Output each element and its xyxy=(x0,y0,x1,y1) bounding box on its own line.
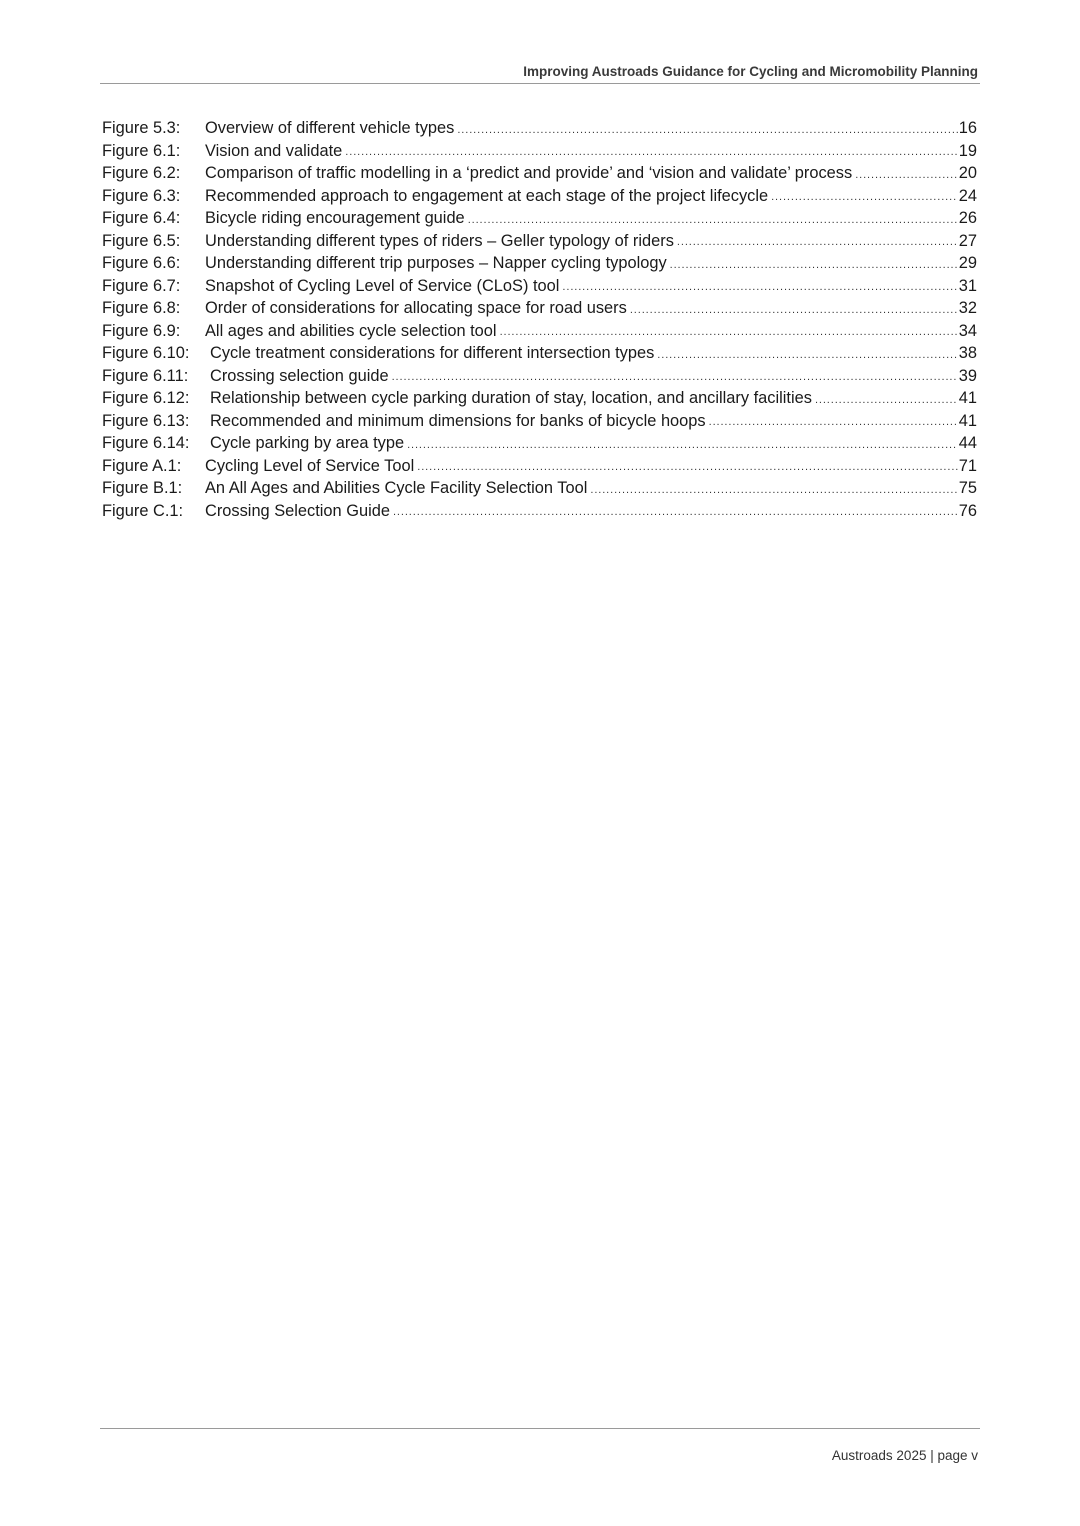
toc-entry[interactable] xyxy=(102,252,977,275)
page-number: 44 xyxy=(958,434,977,452)
page-number: 24 xyxy=(958,186,977,205)
dot-leader xyxy=(457,117,957,140)
list-of-figures xyxy=(102,117,977,522)
dot-leader xyxy=(590,477,957,500)
figure-number: Figure 6.14: xyxy=(102,434,190,452)
dot-leader xyxy=(562,275,957,298)
dot-leader xyxy=(709,410,958,433)
figure-title: All ages and abilities cycle selection tool xyxy=(205,321,497,340)
figure-title: Cycle treatment considerations for different intersection types xyxy=(210,344,655,362)
page-number: 41 xyxy=(958,411,977,430)
toc-entry[interactable] xyxy=(102,140,977,163)
dot-leader xyxy=(393,500,958,523)
dot-leader xyxy=(815,387,958,410)
figure-number: Figure 6.1: xyxy=(102,141,181,160)
figure-title: Relationship between cycle parking duration of stay, location, and ancillary facilities xyxy=(210,389,812,407)
dot-leader xyxy=(630,297,958,320)
figure-number: Figure 5.3: xyxy=(102,119,181,137)
figure-title: Overview of different vehicle types xyxy=(205,119,455,137)
page-number: 32 xyxy=(958,299,977,317)
page-number: 27 xyxy=(958,231,977,250)
page-number: 31 xyxy=(958,276,977,295)
toc-entry[interactable] xyxy=(102,477,977,500)
page-number: 29 xyxy=(958,254,977,272)
figure-title: Bicycle riding encouragement guide xyxy=(205,209,465,227)
footer-page-info: Austroads 2025 | page v xyxy=(831,1448,978,1463)
figure-title: Crossing Selection Guide xyxy=(205,501,390,520)
toc-entry[interactable] xyxy=(102,275,977,298)
dot-leader xyxy=(468,207,958,230)
figure-number: Figure 6.5: xyxy=(102,231,181,250)
page-number: 71 xyxy=(958,456,977,475)
figure-number: Figure 6.4: xyxy=(102,209,181,227)
figure-number: Figure C.1: xyxy=(102,501,184,520)
document-title: Improving Austroads Guidance for Cycling and Micromobility Planning xyxy=(523,64,978,79)
toc-entry[interactable] xyxy=(102,185,977,208)
toc-entry[interactable] xyxy=(102,117,977,140)
figure-title: Recommended approach to engagement at each stage of the project lifecycle xyxy=(205,186,769,205)
figure-number: Figure 6.9: xyxy=(102,321,181,340)
dot-leader xyxy=(670,252,958,275)
figure-number: Figure A.1: xyxy=(102,456,182,475)
page-footer xyxy=(100,1428,980,1463)
dot-leader xyxy=(345,140,957,163)
figure-title: Comparison of traffic modelling in a ‘predict and provide’ and ‘vision and validate’ process xyxy=(205,164,853,182)
figure-title: Cycling Level of Service Tool xyxy=(205,456,415,475)
page-number: 34 xyxy=(958,321,977,340)
dot-leader xyxy=(407,432,958,455)
figure-number: Figure 6.3: xyxy=(102,186,181,205)
page-number: 75 xyxy=(958,479,977,497)
figure-title: Crossing selection guide xyxy=(210,366,389,385)
figure-title: Vision and validate xyxy=(205,141,343,160)
figure-title: Understanding different trip purposes – Napper cycling typology xyxy=(205,254,667,272)
page-number: 76 xyxy=(958,501,977,520)
figure-number: Figure 6.7: xyxy=(102,276,181,295)
figure-number: Figure B.1: xyxy=(102,479,183,497)
page-number: 41 xyxy=(958,389,977,407)
figure-title: Cycle parking by area type xyxy=(210,434,405,452)
dot-leader xyxy=(771,185,958,208)
toc-entry[interactable] xyxy=(102,500,977,523)
page-number: 19 xyxy=(958,141,977,160)
figure-number: Figure 6.6: xyxy=(102,254,181,272)
page-number: 26 xyxy=(958,209,977,227)
figure-number: Figure 6.10: xyxy=(102,344,190,362)
toc-entry[interactable] xyxy=(102,432,977,455)
dot-leader xyxy=(855,162,958,185)
toc-entry[interactable] xyxy=(102,387,977,410)
dot-leader xyxy=(500,320,958,343)
dot-leader xyxy=(392,365,958,388)
figure-number: Figure 6.12: xyxy=(102,389,190,407)
figure-title: Order of considerations for allocating space for road users xyxy=(205,299,627,317)
page-number: 16 xyxy=(958,119,977,137)
toc-entry[interactable] xyxy=(102,365,977,388)
figure-number: Figure 6.11: xyxy=(102,366,189,385)
dot-leader xyxy=(677,230,958,253)
toc-entry[interactable] xyxy=(102,410,977,433)
toc-entry[interactable] xyxy=(102,455,977,478)
page-number: 39 xyxy=(958,366,977,385)
toc-entry[interactable] xyxy=(102,162,977,185)
toc-entry[interactable] xyxy=(102,320,977,343)
page-header xyxy=(100,64,980,84)
figure-title: Snapshot of Cycling Level of Service (CLoS) tool xyxy=(205,276,560,295)
figure-number: Figure 6.13: xyxy=(102,411,190,430)
dot-leader xyxy=(417,455,958,478)
toc-entry[interactable] xyxy=(102,207,977,230)
figure-title: Understanding different types of riders – Geller typology of riders xyxy=(205,231,674,250)
toc-entry[interactable] xyxy=(102,230,977,253)
dot-leader xyxy=(657,342,957,365)
toc-entry[interactable] xyxy=(102,297,977,320)
page-number: 38 xyxy=(958,344,977,362)
figure-title: Recommended and minimum dimensions for banks of bicycle hoops xyxy=(210,411,706,430)
figure-number: Figure 6.2: xyxy=(102,164,181,182)
figure-number: Figure 6.8: xyxy=(102,299,181,317)
figure-title: An All Ages and Abilities Cycle Facility Selection Tool xyxy=(205,479,588,497)
page-number: 20 xyxy=(958,164,977,182)
toc-entry[interactable] xyxy=(102,342,977,365)
